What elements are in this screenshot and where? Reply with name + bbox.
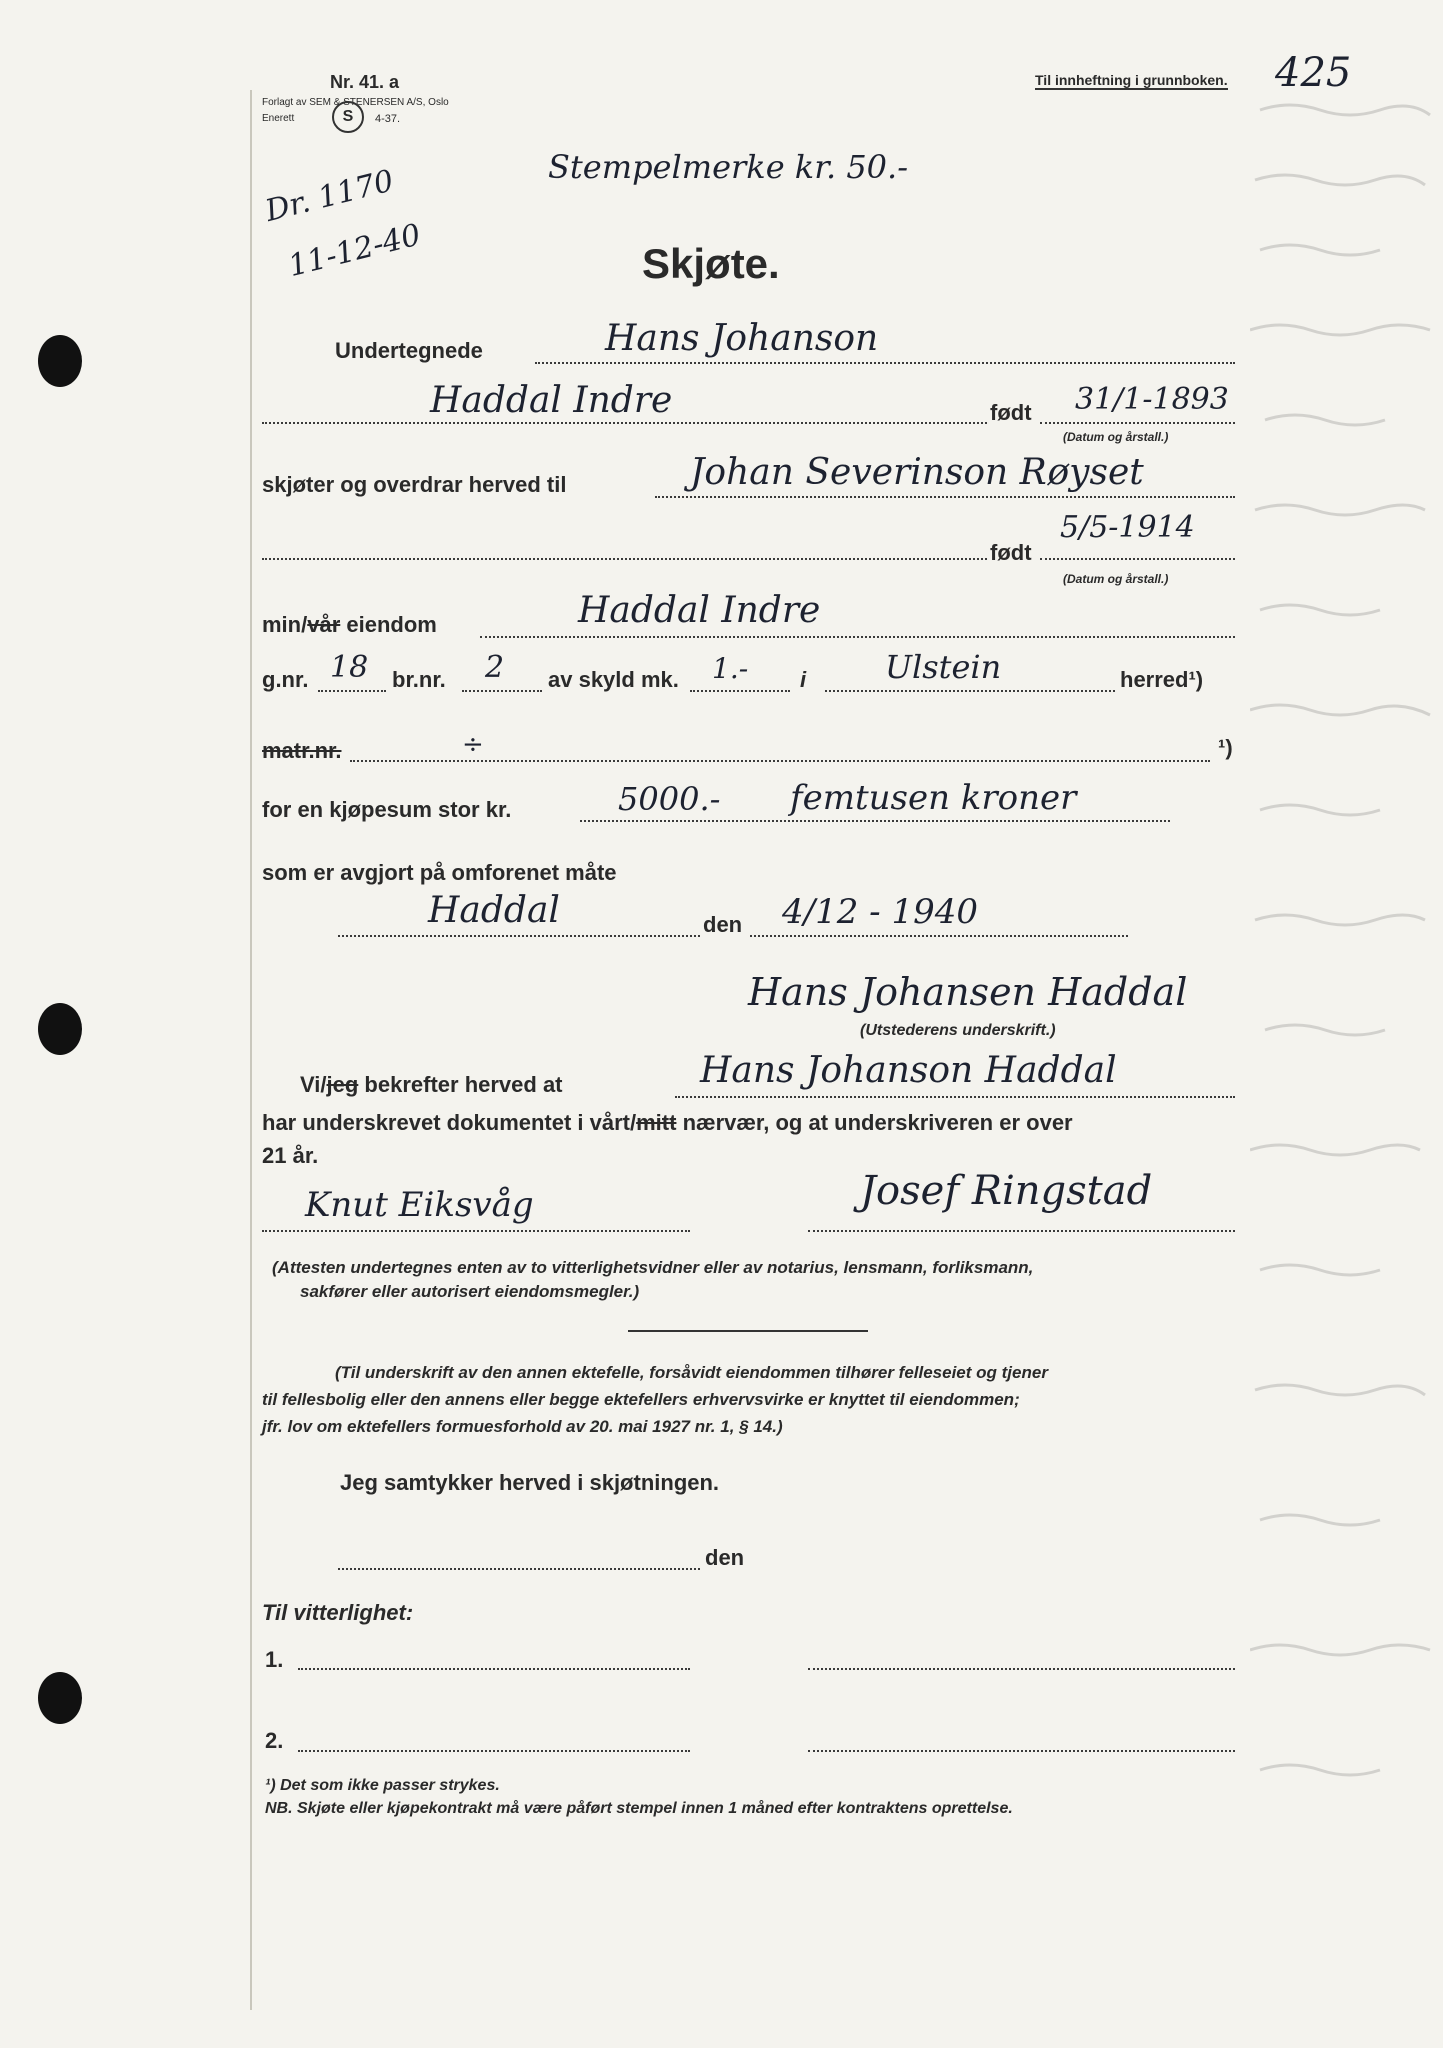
price-words: femtusen kroner — [790, 778, 1077, 818]
buyer-label: skjøter og overdrar herved til — [262, 472, 567, 497]
witness1-line — [262, 1230, 690, 1232]
attest-label: Til vitterlighet: — [262, 1600, 414, 1625]
witness-lead: Vi/jeg bekrefter herved at — [300, 1072, 563, 1097]
gnr-line — [318, 690, 386, 692]
witness-confirmed-name: Hans Johanson Haddal — [700, 1050, 1117, 1091]
witness-name-line — [675, 1096, 1235, 1098]
witness-line-3: 21 år. — [262, 1143, 319, 1168]
herred-label: herred¹) — [1120, 667, 1204, 692]
attest-line-1-label: 1. — [265, 1647, 284, 1672]
issuer-signature: Hans Johansen Haddal — [748, 970, 1188, 1014]
registry-number: Dr. 1170 — [262, 163, 398, 229]
bnr-label: br.nr. — [392, 667, 446, 692]
binding-note: Til innheftning i grunnboken. — [1035, 72, 1228, 88]
skyld-label: av skyld mk. — [548, 667, 679, 692]
bnr-line — [462, 690, 542, 692]
spouse-note-2: til fellesbolig eller den annens eller begge ektefellers erhvervsvirke er knyttet til eiendommen; — [262, 1390, 1020, 1409]
seller-name: Hans Johanson — [605, 318, 879, 359]
seller-born-date: 31/1-1893 — [1075, 382, 1229, 417]
witness-note-2: sakfører eller autorisert eiendomsmegler.) — [300, 1282, 640, 1301]
gnr-value: 18 — [330, 650, 369, 685]
den-label: den — [703, 912, 743, 937]
attest-line-2a — [298, 1750, 690, 1752]
bleed-through-text — [1250, 90, 1440, 1810]
registry-date: 11-12-40 — [285, 217, 425, 284]
spouse-note-3: jfr. lov om ektefellers formuesforhold av 20. mai 1927 nr. 1, § 14.) — [262, 1417, 783, 1436]
page-number: 425 — [1275, 50, 1352, 96]
footnote-1: ¹) Det som ikke passer strykes. — [265, 1777, 500, 1794]
seller-residence: Haddal Indre — [430, 380, 673, 421]
price-line — [580, 820, 1170, 822]
gnr-label: g.nr. — [262, 667, 309, 692]
document-title: Skjøte. — [642, 240, 780, 287]
punch-hole-top — [38, 335, 82, 387]
witness-note-1: (Attesten undertegnes enten av to vitterlighetsvidner eller av notarius, lensmann, forliksmann, — [272, 1258, 1034, 1277]
form-date: 4-37. — [375, 113, 401, 125]
date-line — [750, 935, 1128, 937]
seller-born-label: født — [990, 400, 1032, 425]
punch-hole-middle — [38, 1003, 82, 1055]
settled-line: som er avgjort på omforenet måte — [262, 860, 617, 885]
witness2-signature: Josef Ringstad — [860, 1168, 1153, 1214]
publisher-logo: S — [332, 101, 364, 133]
seller-name-line — [535, 362, 1235, 364]
spouse-place-line — [338, 1568, 700, 1570]
matr-line — [350, 760, 1210, 762]
matr-label: matr.nr. — [262, 738, 342, 763]
seller-born-line — [1040, 422, 1235, 424]
footnote-nb: NB. Skjøte eller kjøpekontrakt må være påført stempel innen 1 måned efter kontraktens oprettelse. — [265, 1800, 1013, 1817]
seller-residence-line — [262, 422, 987, 424]
property-name: Haddal Indre — [578, 590, 821, 631]
matr-note: ¹) — [1218, 735, 1233, 760]
i-label: i — [800, 667, 807, 692]
margin-rule — [250, 90, 252, 2010]
attest-line-2-label: 2. — [265, 1728, 284, 1753]
stamp-duty-note: Stempelmerke kr. 50.- — [548, 148, 909, 186]
bnr-value: 2 — [485, 650, 505, 685]
price-label: for en kjøpesum stor kr. — [262, 797, 512, 822]
buyer-born-line — [1040, 558, 1235, 560]
seller-label: Undertegnede — [335, 338, 483, 363]
witness2-line — [808, 1230, 1235, 1232]
issuer-signature-caption: (Utstederens underskrift.) — [860, 1022, 1056, 1039]
price-amount: 5000.- — [618, 780, 721, 818]
date-value: 4/12 - 1940 — [782, 892, 978, 932]
spouse-consent: Jeg samtykker herved i skjøtningen. — [340, 1470, 720, 1495]
buyer-born-date: 5/5-1914 — [1060, 510, 1195, 545]
buyer-born-hint: (Datum og årstall.) — [1063, 572, 1169, 586]
property-label: min/vår eiendom — [262, 612, 437, 637]
skyld-line — [690, 690, 790, 692]
publisher-enerett: Enerett — [262, 113, 295, 124]
attest-line-1a — [298, 1668, 690, 1670]
attest-line-2b — [808, 1750, 1235, 1752]
witness-line-2: har underskrevet dokumentet i vårt/mitt nærvær, og at underskriveren er over — [262, 1110, 1073, 1135]
herred-value: Ulstein — [885, 648, 1002, 686]
spouse-den-label: den — [705, 1545, 745, 1570]
seller-born-hint: (Datum og årstall.) — [1063, 430, 1169, 444]
buyer-name-line — [655, 496, 1235, 498]
buyer-extra-line — [262, 558, 987, 560]
herred-line — [825, 690, 1115, 692]
skyld-value: 1.- — [712, 652, 749, 685]
punch-hole-bottom — [38, 1672, 82, 1724]
buyer-born-label: født — [990, 540, 1032, 565]
publisher-line: Forlagt av SEM & STENERSEN A/S, Oslo — [262, 97, 449, 108]
section-divider — [628, 1330, 868, 1332]
spouse-note-1: (Til underskrift av den annen ektefelle, forsåvidt eiendommen tilhører felleseiet og tjener — [335, 1363, 1048, 1382]
form-number: Nr. 41. a — [330, 72, 400, 92]
property-name-line — [480, 636, 1235, 638]
matr-value: ÷ — [462, 730, 484, 760]
place-value: Haddal — [428, 890, 560, 931]
witness1-signature: Knut Eiksvåg — [305, 1185, 534, 1225]
buyer-name: Johan Severinson Røyset — [690, 452, 1144, 493]
attest-line-1b — [808, 1668, 1235, 1670]
place-line — [338, 935, 700, 937]
